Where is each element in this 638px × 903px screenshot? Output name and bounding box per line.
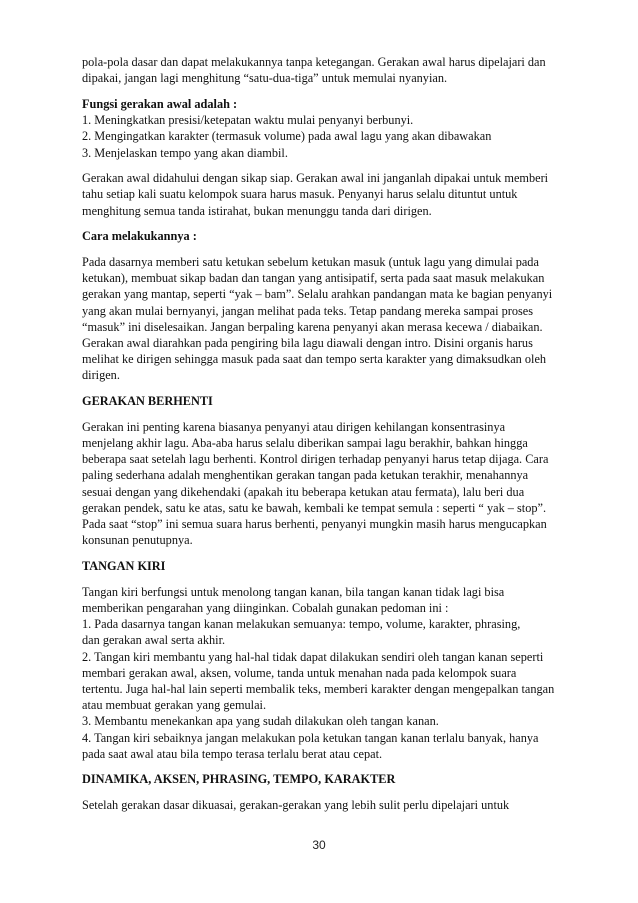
page-number: 30 [312, 838, 326, 852]
text-line: ketukan), membuat sikap badan dan tangan yang antisipatif, serta pada saat masuk melakukan [82, 271, 545, 286]
text-line: 1. Pada dasarnya tangan kanan melakukan semuanya: tempo, volume, karakter, phrasing, [82, 617, 521, 632]
text-line: tahu setiap kali suatu kelompok suara harus masuk. Penyanyi harus selalu dituntut untuk [82, 187, 518, 202]
text-line: Pada dasarnya memberi satu ketukan sebelum ketukan masuk (untuk lagu yang dimulai pada [82, 255, 539, 270]
text-line: beberapa saat setelah lagu berhenti. Kontrol dirigen terhadap penyanyi harus tetap dijaga. Cara [82, 452, 549, 467]
text-line: Gerakan awal diarahkan pada pengiring bila lagu diawali dengan intro. Disini organis harus [82, 336, 533, 351]
dinamika-paragraph [82, 797, 582, 813]
gerakan-awal-paragraph [82, 170, 582, 219]
intro-paragraph [82, 54, 582, 86]
tangan-kiri-heading: TANGAN KIRI [82, 558, 166, 573]
list-item: 1. Meningkatkan presisi/ketepatan waktu mulai penyanyi berbunyi. [82, 113, 414, 128]
berhenti-heading: GERAKAN BERHENTI [82, 394, 213, 409]
fungsi-section [82, 96, 582, 161]
text-line: Tangan kiri berfungsi untuk menolong tangan kanan, bila tangan kanan tidak lagi bisa [82, 584, 505, 599]
text-line: Gerakan awal didahului dengan sikap siap. Gerakan awal ini janganlah dipakai untuk memberi [82, 171, 549, 186]
text-line: yang akan mulai bernyanyi, jangan melihat pada teks. Tetap pandang mereka sampai proses [82, 303, 534, 318]
dinamika-heading-block [82, 771, 582, 787]
text-line: Setelah gerakan dasar dikuasai, gerakan-gerakan yang lebih sulit perlu dipelajari untuk [82, 798, 510, 813]
berhenti-heading-block [82, 393, 582, 409]
text-line: atau membuat gerakan yang gemulai. [82, 698, 267, 713]
text-line: “masuk” ini diselesaikan. Jangan berpaling karena penyanyi akan merasa kecewa / diabaikan. [82, 319, 543, 334]
text-line: sesuai dengan yang dikehendaki (apakah itu beberapa ketukan atau fermata), lalu beri dua [82, 484, 525, 499]
text-line: dan gerakan awal serta akhir. [82, 633, 226, 648]
berhenti-paragraph [82, 419, 582, 549]
text-line: paling sederhana adalah menghentikan gerakan tangan pada ketukan terakhir, menahannya [82, 468, 529, 483]
document-page [82, 54, 582, 813]
cara-paragraph [82, 254, 582, 384]
text-line: 3. Membantu menekankan apa yang sudah dilakukan oleh tangan kanan. [82, 714, 439, 729]
text-line: Gerakan ini penting karena biasanya penyanyi atau dirigen kehilangan konsentrasinya [82, 419, 506, 434]
text-line: menghitung semua tanda istirahat, bukan menunggu tanda dari dirigen. [82, 203, 432, 218]
tangan-kiri-paragraph [82, 584, 582, 762]
text-line: dipakai, jangan lagi menghitung “satu-dua-tiga” untuk memulai nyanyian. [82, 71, 448, 86]
tangan-kiri-heading-block [82, 558, 582, 574]
cara-heading: Cara melakukannya : [82, 229, 197, 244]
text-line: membari gerakan awal, aksen, volume, tanda untuk menahan nada pada kelompok suara [82, 665, 517, 680]
text-line: memberikan pengarahan yang diinginkan. Cobalah gunakan pedoman ini : [82, 600, 449, 615]
text-line: konsunan penutupnya. [82, 533, 193, 548]
list-item: 3. Menjelaskan tempo yang akan diambil. [82, 145, 288, 160]
text-line: pada saat awal atau bila tempo terasa terlalu berat atau cepat. [82, 746, 383, 761]
text-line: melihat ke dirigen sehingga masuk pada saat dan tempo serta karakter yang dimaksudkan oleh [82, 352, 547, 367]
list-item: 2. Mengingatkan karakter (termasuk volume) pada awal lagu yang akan dibawakan [82, 129, 492, 144]
cara-heading-block [82, 228, 582, 244]
text-line: gerakan pendek, satu ke atas, satu ke bawah, kembali ke tempat semula : seperti “ yak – stop”. [82, 500, 547, 515]
text-line: pola-pola dasar dan dapat melakukannya tanpa ketegangan. Gerakan awal harus dipelajari dan [82, 55, 546, 69]
text-line: 4. Tangan kiri sebaiknya jangan melakukan pola ketukan tangan kanan terlalu banyak, hanya [82, 730, 539, 745]
text-line: tertentu. Juga hal-hal lain seperti membalik teks, memberi karakter dengan mengepalkan tangan [82, 681, 555, 696]
text-line: Pada saat “stop” ini semua suara harus berhenti, penyanyi mungkin masih harus mengucapkan [82, 517, 547, 532]
fungsi-heading: Fungsi gerakan awal adalah : [82, 96, 238, 111]
text-line: menjelang akhir lagu. Aba-aba harus selalu diberikan sampai lagu berakhir, bahkan hingga [82, 436, 528, 451]
text-line: 2. Tangan kiri membantu yang hal-hal tidak dapat dilakukan sendiri oleh tangan kanan seperti [82, 649, 544, 664]
text-line: gerakan yang mantap, seperti “yak – bam”. Selalu arahkan pandangan mata ke bagian penyanyi [82, 287, 553, 302]
text-line: dirigen. [82, 368, 120, 383]
dinamika-heading: DINAMIKA, AKSEN, PHRASING, TEMPO, KARAKTER [82, 772, 396, 787]
